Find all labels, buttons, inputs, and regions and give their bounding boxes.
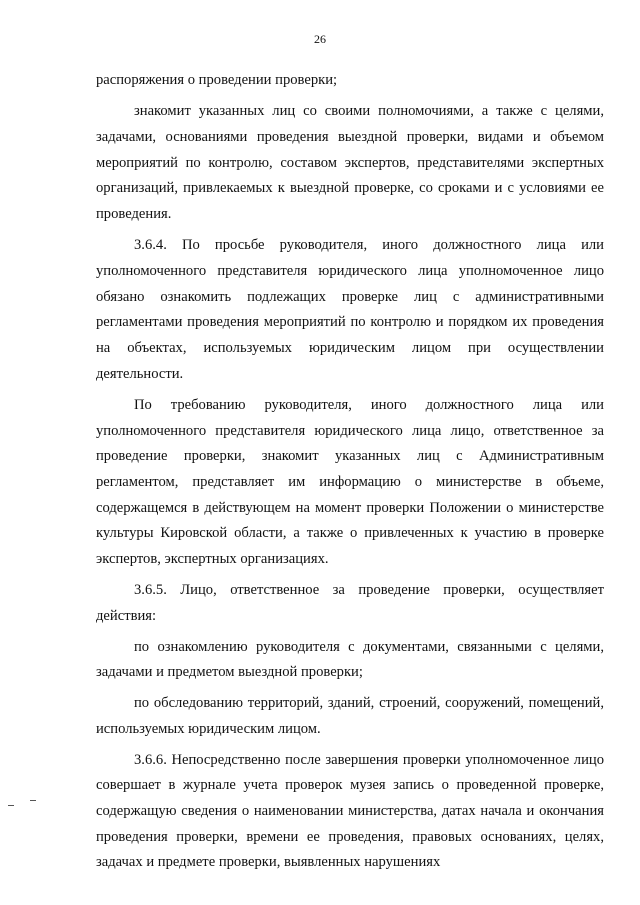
paragraph-5: 3.6.5. Лицо, ответственное за проведение проверки, осуществляет действия: bbox=[96, 582, 604, 625]
paragraph-4: По требованию руководителя, иного должностного лица или уполномоченного представителя юридического лица лицо, ответственное за проведение проверки, знакомит указанных лиц с Административным регламентом, представляет им информацию о министерстве в объеме, содержащемся в действующем на момент проверки Положении о министерстве культуры Кировской области, а также о привлеченных к участию в проверке экспертов, экспертных организациях. bbox=[96, 396, 604, 568]
paragraph-7: по обследованию территорий, зданий, строений, сооружений, помещений, используемых юридическим лицом. bbox=[96, 695, 604, 737]
paragraph-8: 3.6.6. Непосредственно после завершения проверки уполномоченное лицо совершает в журнале учета проверок музея запись о проведенной проверке, содержащую сведения о наименовании министерства, датах начала и окончания проведения проверки, времени ее проведения, правовых основаниях, целях, задачах и предмете проверки, выявленных нарушениях bbox=[96, 751, 604, 871]
scan-speck bbox=[8, 805, 14, 806]
document-body bbox=[96, 68, 604, 882]
paragraph-2: знакомит указанных лиц со своими полномочиями, а также с целями, задачами, основаниями проведения выездной проверки, видами и объемом мероприятий по контролю, составом экспертов, представителями экспертных организаций, привлекаемых к выездной проверке, со сроками и с условиями ее проведения. bbox=[96, 103, 604, 223]
paragraph-6: по ознакомлению руководителя с документами, связанными с целями, задачами и предметом выездной проверки; bbox=[96, 638, 604, 681]
scan-speck bbox=[30, 800, 36, 801]
paragraph-1: распоряжения о проведении проверки; bbox=[96, 72, 338, 88]
paragraph-3: 3.6.4. По просьбе руководителя, иного должностного лица или уполномоченного представителя юридического лица уполномоченное лицо обязано ознакомить подлежащих проверке лиц с административными регламентами проведения мероприятий по контролю и порядком их проведения на объектах, используемых юридическим лицом при осуществлении деятельности. bbox=[96, 237, 604, 382]
page-number: 26 bbox=[314, 32, 326, 46]
